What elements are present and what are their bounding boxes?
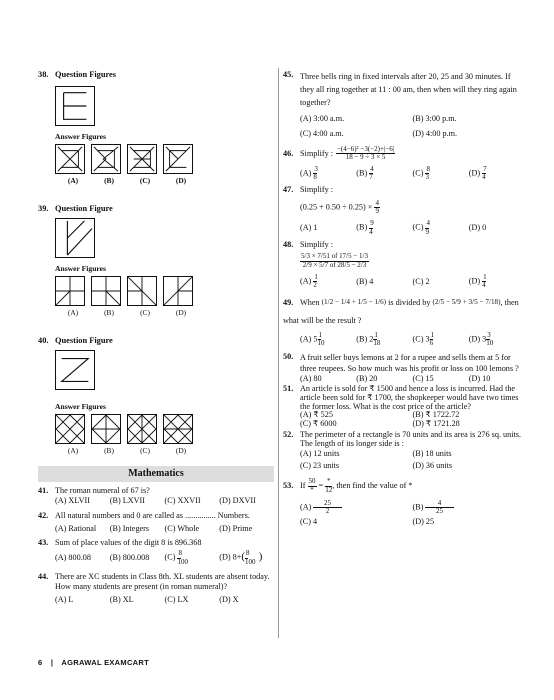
page-number: 6 (38, 658, 43, 667)
question-figure-title: Question Figure (55, 204, 113, 213)
question-number: 52. (283, 429, 294, 439)
expression: (0.25 + 0.50 ÷ 0.25) × $\frac{4}{9}$ (300, 198, 379, 215)
question-text: Sum of place values of the digit 8 is 896.368 (55, 538, 202, 547)
question-figure (55, 218, 95, 258)
options (300, 274, 525, 290)
question-40 (38, 336, 274, 455)
options (55, 550, 274, 566)
question-text: Three bells ring in fixed intervals after 20, 25 and 30 minutes. If they all ring together at 11 : 00 am, then when will they ring again together? (300, 72, 517, 108)
option-b[interactable]: (B) ₹ 1722.72 (412, 410, 460, 420)
question-50 (283, 352, 525, 384)
option-c[interactable]: (C) 4 (300, 516, 318, 526)
question-number: 51. (283, 384, 294, 394)
expression: $\frac{5/3 \times 7/51 of 17/5 - 1/3}{2/9 \times 5/7 of 28/5 - 2/3}$ (301, 252, 369, 269)
option-c[interactable]: (C) 3 $\frac{1}{6}$ (412, 331, 435, 348)
option-d[interactable]: (D) 25 (412, 516, 435, 526)
question-52 (283, 430, 525, 473)
option-a[interactable]: (A) 1 (300, 222, 318, 232)
option-d[interactable]: (D) 3 $\frac{3}{10}$ (468, 331, 494, 348)
question-number: 49. (283, 297, 294, 307)
question-49: 49. When (1/2 − 1/4 + 1/5 − 1/6) is divided by (2/5 − 5/9 + 3/5 − 7/18) , then what will be the result ? (A) 5 $\frac{1}{10}$ (B) 2 $\frac{1}{18}$ (C) 3 $\frac{1}{6}$ (D) 3 $\frac{3}{10}$ (283, 298, 525, 348)
question-38 (38, 70, 274, 200)
option-a[interactable]: (A) 80 (300, 373, 322, 383)
question-number: 48. (283, 239, 294, 249)
question-47 (283, 185, 525, 236)
options (55, 524, 274, 534)
options (55, 496, 274, 506)
expression-1: (1/2 − 1/4 + 1/5 − 1/6) (321, 298, 387, 307)
option-d[interactable]: (D) $\frac{1}{4}$ (468, 272, 487, 290)
question-44 (38, 572, 274, 606)
options (300, 411, 525, 428)
option-c[interactable]: (C) $\frac{4}{9}$ (412, 219, 430, 236)
option-b[interactable]: (B) Integers (109, 523, 150, 533)
answer-figures (55, 144, 274, 174)
option-a[interactable]: (A) 5 $\frac{1}{10}$ (300, 331, 325, 348)
question-number: 53. (283, 480, 294, 490)
answer-figures (55, 414, 274, 444)
option-a[interactable]: (A) 12 units (300, 448, 340, 458)
option-a[interactable]: (A) XLVII (55, 496, 90, 506)
option-a[interactable]: (A) $\frac{25}{2}$ (300, 500, 413, 516)
option-c[interactable]: (C) $\frac{8}{100}$ (165, 550, 220, 566)
question-number: 41. (38, 486, 49, 495)
answer-figures (55, 276, 274, 306)
question-label: Simplify : (300, 239, 333, 249)
option-a[interactable]: (A) Rational (55, 523, 97, 533)
option-c[interactable]: (C) 4:00 a.m. (300, 129, 344, 139)
brand-logo: AGRAWAL EXAMCART (61, 658, 149, 667)
question-51 (283, 384, 525, 428)
fraction: $\frac{8}{100}$ (177, 549, 188, 566)
options (300, 220, 525, 236)
question-number: 43. (38, 538, 49, 547)
question-figures-title: Question Figures (55, 70, 117, 79)
question-text: An article is sold for ₹ 1500 and hence a loss is incurred. Had the article been sold for ₹ 1700, the shopkeeper would have two times the former loss. What is the cost price of the article? (300, 384, 519, 412)
option-c[interactable]: (C) 23 units (300, 460, 340, 470)
options (300, 500, 525, 528)
option-a[interactable]: (A) ₹ 525 (300, 410, 333, 420)
option-b[interactable]: (B) 18 units (412, 448, 452, 458)
option-c[interactable]: (C) 2 (412, 276, 430, 286)
option-d[interactable]: (D) X (219, 595, 239, 605)
option-b[interactable]: (B) $\frac{4}{7}$ (356, 164, 374, 181)
answer-figure-d[interactable] (163, 276, 193, 306)
answer-figure-a[interactable] (55, 414, 85, 444)
option-d[interactable]: (D) 10 (468, 373, 491, 383)
answer-figures-title: Answer Figures (55, 401, 106, 411)
options (300, 448, 525, 473)
option-b[interactable]: (B) $\frac{4}{25}$ (413, 500, 526, 516)
answer-figure-b[interactable] (91, 144, 121, 174)
question-53: 53. If $\frac{50}{*}$ = $\frac{*}{12}$ , then find the value of * (A) $\frac{25}{2}$ (B) $\frac{4}{25}$ (C) 4 (D) 25 (283, 478, 525, 528)
question-number: 47. (283, 185, 294, 195)
option-a[interactable]: (A) 3:00 a.m. (300, 114, 345, 124)
answer-labels: (A) (B) (C) (D) (67, 307, 187, 317)
right-column (283, 70, 525, 532)
expression-2: (2/5 − 5/9 + 3/5 − 7/18) (432, 298, 501, 307)
question-43 (38, 538, 274, 566)
option-b[interactable]: (B) 4 (356, 276, 374, 286)
option-b[interactable]: (B) XL (109, 595, 134, 605)
answer-figure-c[interactable] (127, 276, 157, 306)
question-number: 44. (38, 571, 49, 581)
left-column (38, 70, 274, 459)
answer-labels: (A) (B) (C) (D) (67, 175, 187, 185)
option-d[interactable]: (D) 0 (468, 222, 487, 232)
option-b[interactable]: (B) LXVII (109, 496, 145, 506)
option-c[interactable]: (C) Whole (164, 523, 200, 533)
options (300, 112, 525, 142)
page-footer: 6 | AGRAWAL EXAMCART (38, 658, 149, 667)
options (300, 332, 525, 348)
question-figure (55, 350, 95, 390)
option-a[interactable]: (A) 800.08 (55, 552, 91, 562)
question-text: what will be the result ? (283, 315, 362, 325)
section-title: Mathematics (38, 466, 274, 482)
question-figure-title: Question Figure (55, 336, 113, 345)
option-a[interactable]: (A) $\frac{3}{8}$ (300, 164, 318, 181)
option-a[interactable]: (A) $\frac{1}{2}$ (300, 272, 318, 290)
question-number: 40. (38, 336, 49, 345)
option-b[interactable]: (B) 2 $\frac{1}{18}$ (356, 331, 381, 348)
option-b[interactable]: (B) 800.008 (109, 552, 150, 562)
option-a[interactable]: (A) L (55, 595, 74, 605)
expression: $\frac{\text{−(4−6)² −3(−2)+|−6|}}{18 - 9 \div 3 \times 5}$ (336, 144, 395, 162)
options (300, 166, 525, 182)
question-48 (283, 240, 525, 290)
question-number: 38. (38, 70, 49, 79)
question-number: 42. (38, 510, 49, 520)
question-label: Simplify : (300, 148, 333, 158)
option-d[interactable]: (D) 4:00 p.m. (412, 129, 458, 139)
question-text: All natural numbers and 0 are called as ............... Numbers. (55, 510, 250, 520)
question-text: The perimeter of a rectangle is 70 units and its area is 276 sq. units. The length of its longer side is : (300, 429, 522, 448)
fraction: $\frac{8}{100}$ (245, 549, 256, 566)
answer-figure-b[interactable] (91, 414, 121, 444)
option-d[interactable]: (D) 8+( $\frac{8}{100}$ ) (219, 549, 263, 566)
option-b[interactable]: (B) 20 (356, 373, 378, 383)
option-c[interactable]: (C) XXVII (164, 496, 201, 506)
answer-figure-b[interactable] (91, 276, 121, 306)
option-d[interactable]: (D) $\frac{7}{4}$ (468, 164, 487, 181)
option-d[interactable]: (D) 36 units (412, 460, 453, 470)
question-text: A fruit seller buys lemons at 2 for a rupee and sells them at 5 for three reupees. So how much was his profit or loss on 100 lemons ? (300, 352, 519, 374)
question-text: There are XC students in Class 8th. XL students are absent today. How many students are present (in roman numeral)? (55, 571, 270, 592)
options (55, 595, 274, 605)
answer-figure-c[interactable] (127, 414, 157, 444)
question-number: 46. (283, 148, 294, 158)
option-d[interactable]: (D) Prime (219, 523, 253, 533)
answer-figures-title: Answer Figures (55, 263, 106, 273)
option-c[interactable]: (C) ₹ 6000 (300, 418, 337, 428)
question-41 (38, 486, 274, 507)
question-39 (38, 204, 274, 332)
answer-figure-c[interactable] (127, 144, 157, 174)
question-45 (283, 70, 525, 142)
option-c[interactable]: (C) LX (164, 595, 189, 605)
question-number: 45. (283, 70, 294, 79)
options (300, 375, 525, 384)
answer-figure-d[interactable] (163, 414, 193, 444)
answer-figures-title: Answer Figures (55, 131, 106, 141)
answer-figure-a[interactable] (55, 276, 85, 306)
column-divider (278, 68, 279, 638)
option-d[interactable]: (D) DXVII (219, 496, 256, 506)
option-d[interactable]: (D) ₹ 1721.28 (412, 418, 460, 428)
answer-labels: (A) (B) (C) (D) (67, 445, 187, 455)
question-number: 50. (283, 351, 294, 361)
question-figure (55, 86, 95, 126)
mathematics-questions (38, 486, 274, 610)
question-42 (38, 511, 274, 535)
option-c[interactable]: (C) 15 (412, 373, 434, 383)
option-b[interactable]: (B) 3:00 p.m. (412, 114, 457, 124)
question-text: The roman numeral of 67 is? (55, 486, 150, 495)
answer-figure-d[interactable] (163, 144, 193, 174)
option-c[interactable]: (C) $\frac{8}{3}$ (412, 164, 430, 181)
answer-figure-a[interactable] (55, 144, 85, 174)
question-label: Simplify : (300, 185, 333, 195)
question-46 (283, 146, 525, 181)
question-number: 39. (38, 204, 49, 213)
option-b[interactable]: (B) $\frac{9}{4}$ (356, 219, 374, 236)
